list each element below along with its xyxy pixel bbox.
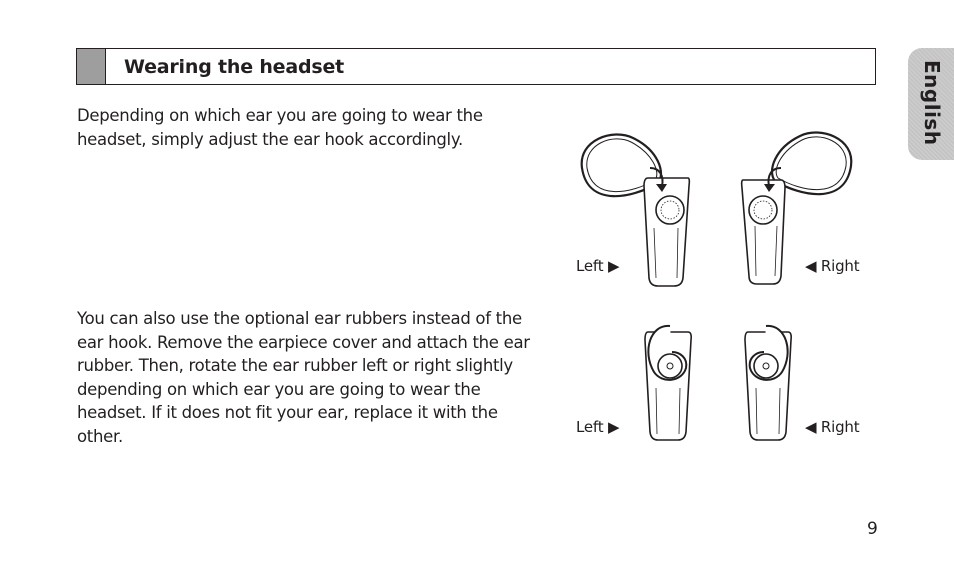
ear-rubber-left-illustration — [640, 322, 696, 442]
figure-bottom-left-label: Left ▶ — [576, 418, 620, 436]
section-header — [76, 48, 876, 85]
page-number: 9 — [867, 519, 878, 539]
language-tab-label: English — [920, 60, 944, 146]
paragraph-ear-hook: Depending on which ear you are going to wear the headset, simply adjust the ear hook accordingly. — [77, 106, 483, 149]
figure-top-left-label: Left ▶ — [576, 257, 620, 275]
figure-top-right-label: ◀ Right — [805, 257, 860, 275]
figure-bottom-right-label: ◀ Right — [805, 418, 860, 436]
paragraph-ear-rubbers: You can also use the optional ear rubbers instead of the ear hook. Remove the earpiece cover and attach the ear rubber. Then, rotate the ear rubber left or right slightly depending on which ear you are going to wear the headset. If it does not fit your ear, replace it with the other. — [77, 309, 530, 446]
ear-rubber-right-illustration — [740, 322, 796, 442]
section-title: Wearing the headset — [124, 55, 345, 78]
section-marker — [77, 49, 106, 84]
language-tab — [908, 48, 954, 160]
